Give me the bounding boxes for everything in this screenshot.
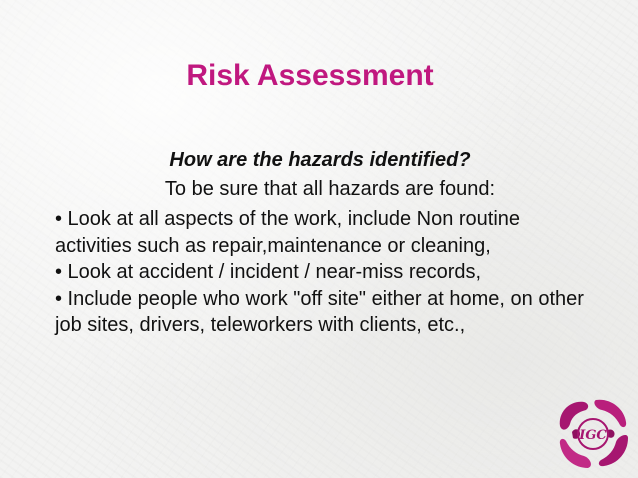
slide-subtitle: How are the hazards identified? [169, 149, 471, 171]
bullet-item: • Look at all aspects of the work, include Non routine activities such as repair,maintenance or cleaning, [55, 208, 521, 257]
logo-text: IGC [579, 428, 607, 443]
bullet-item: • Include people who work "off site" either at home, on other job sites, drivers, teleworkers with clients, etc., [55, 287, 584, 336]
logo-hand-bottom-left [560, 439, 591, 468]
hands-circle-logo-icon [552, 392, 634, 474]
slide-title: Risk Assessment [186, 59, 434, 92]
intro-line: To be sure that all hazards are found: [164, 178, 496, 200]
logo-hand-top-right [594, 400, 626, 427]
bullet-list [55, 206, 595, 339]
logo-hand-top-left [560, 402, 588, 430]
bullet-item: • Look at accident / incident / near-miss records, [55, 261, 482, 283]
